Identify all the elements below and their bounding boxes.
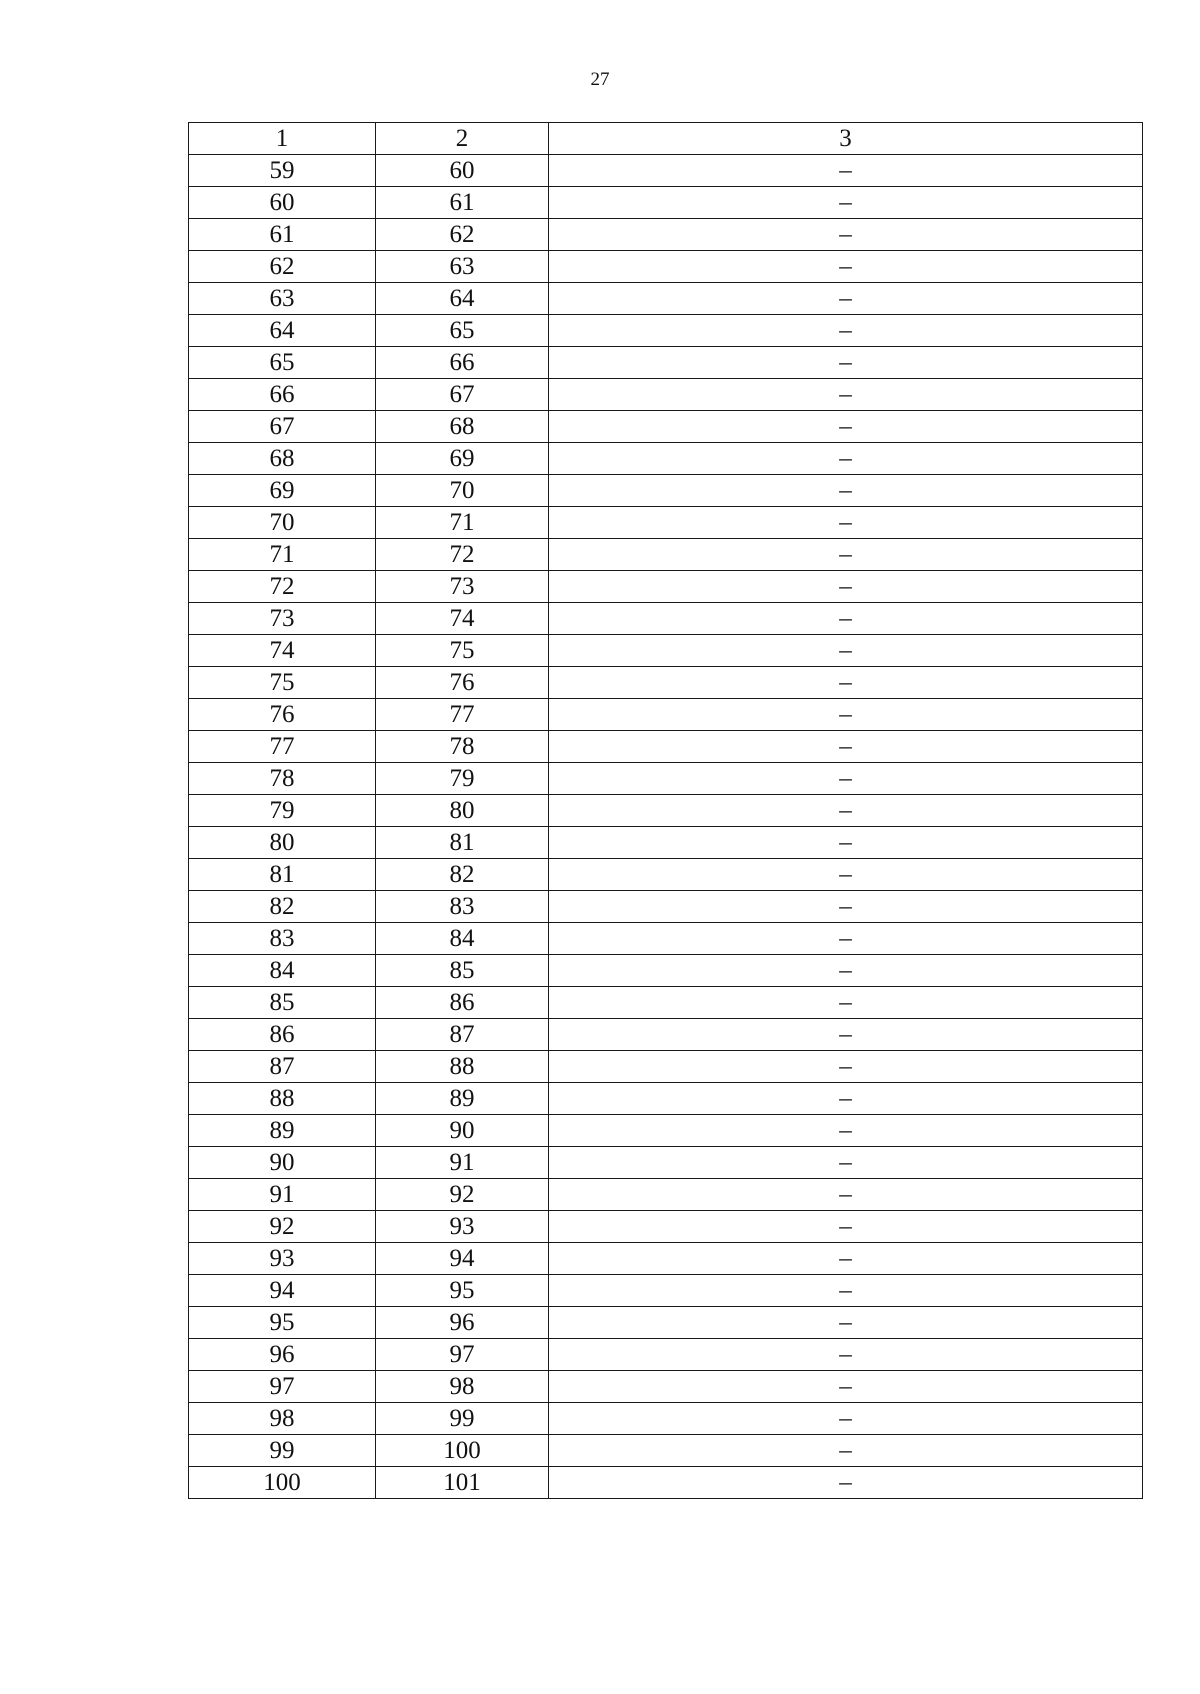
table-row	[189, 283, 1143, 315]
table-cell-col-1: 88	[189, 1083, 376, 1115]
table-cell-col-1: 67	[189, 411, 376, 443]
table-row	[189, 891, 1143, 923]
table-row	[189, 347, 1143, 379]
table-cell-col-3: –	[549, 507, 1143, 539]
table-cell-col-2: 78	[376, 731, 549, 763]
table-cell-col-2: 89	[376, 1083, 549, 1115]
table-cell-col-2: 75	[376, 635, 549, 667]
table-row	[189, 443, 1143, 475]
table-cell-col-1: 86	[189, 1019, 376, 1051]
table-cell-col-1: 87	[189, 1051, 376, 1083]
table-row	[189, 635, 1143, 667]
table-cell-col-1: 71	[189, 539, 376, 571]
table-row	[189, 859, 1143, 891]
table-header-row	[189, 123, 1143, 155]
table-cell-col-3: –	[549, 1051, 1143, 1083]
table-cell-col-2: 81	[376, 827, 549, 859]
table-row	[189, 1403, 1143, 1435]
table-row	[189, 1147, 1143, 1179]
table-cell-col-1: 76	[189, 699, 376, 731]
table-row	[189, 795, 1143, 827]
table-row	[189, 1179, 1143, 1211]
table-cell-col-2: 64	[376, 283, 549, 315]
table-row	[189, 219, 1143, 251]
table-row	[189, 731, 1143, 763]
table-cell-col-2: 86	[376, 987, 549, 1019]
table-cell-col-2: 62	[376, 219, 549, 251]
column-header-3: 3	[549, 123, 1143, 155]
table-cell-col-1: 69	[189, 475, 376, 507]
table-cell-col-1: 59	[189, 155, 376, 187]
table-cell-col-1: 63	[189, 283, 376, 315]
table-cell-col-2: 92	[376, 1179, 549, 1211]
table-cell-col-3: –	[549, 987, 1143, 1019]
table-row	[189, 1435, 1143, 1467]
table-cell-col-3: –	[549, 155, 1143, 187]
table-cell-col-1: 79	[189, 795, 376, 827]
table-cell-col-1: 95	[189, 1307, 376, 1339]
table-cell-col-3: –	[549, 1179, 1143, 1211]
table-cell-col-3: –	[549, 1275, 1143, 1307]
table-cell-col-2: 66	[376, 347, 549, 379]
table-row	[189, 379, 1143, 411]
table-cell-col-2: 65	[376, 315, 549, 347]
table-row	[189, 1051, 1143, 1083]
table-cell-col-1: 97	[189, 1371, 376, 1403]
column-header-2: 2	[376, 123, 549, 155]
table-cell-col-1: 98	[189, 1403, 376, 1435]
table-cell-col-3: –	[549, 1403, 1143, 1435]
table-cell-col-3: –	[549, 1339, 1143, 1371]
table-cell-col-2: 98	[376, 1371, 549, 1403]
table-cell-col-1: 93	[189, 1243, 376, 1275]
table-cell-col-1: 75	[189, 667, 376, 699]
table-row	[189, 763, 1143, 795]
data-table	[188, 122, 1143, 1499]
table-cell-col-3: –	[549, 347, 1143, 379]
table-cell-col-2: 99	[376, 1403, 549, 1435]
table-cell-col-2: 72	[376, 539, 549, 571]
table-row	[189, 603, 1143, 635]
table-cell-col-1: 77	[189, 731, 376, 763]
table-row	[189, 1243, 1143, 1275]
table-cell-col-2: 69	[376, 443, 549, 475]
table-cell-col-1: 99	[189, 1435, 376, 1467]
table-cell-col-1: 100	[189, 1467, 376, 1499]
table-row	[189, 155, 1143, 187]
table-cell-col-2: 74	[376, 603, 549, 635]
table-cell-col-1: 60	[189, 187, 376, 219]
table-row	[189, 1019, 1143, 1051]
table-cell-col-3: –	[549, 1083, 1143, 1115]
table-cell-col-2: 82	[376, 859, 549, 891]
table-row	[189, 475, 1143, 507]
table-cell-col-2: 67	[376, 379, 549, 411]
table-cell-col-1: 72	[189, 571, 376, 603]
table-cell-col-3: –	[549, 827, 1143, 859]
page-number: 27	[590, 69, 610, 90]
table-cell-col-1: 73	[189, 603, 376, 635]
table-cell-col-3: –	[549, 251, 1143, 283]
table-cell-col-2: 87	[376, 1019, 549, 1051]
table-cell-col-3: –	[549, 1243, 1143, 1275]
table-cell-col-2: 60	[376, 155, 549, 187]
table-cell-col-3: –	[549, 795, 1143, 827]
table-cell-col-2: 96	[376, 1307, 549, 1339]
table-row	[189, 987, 1143, 1019]
table-row	[189, 251, 1143, 283]
table-cell-col-1: 66	[189, 379, 376, 411]
table-cell-col-3: –	[549, 603, 1143, 635]
table-cell-col-1: 84	[189, 955, 376, 987]
table-cell-col-1: 96	[189, 1339, 376, 1371]
table-cell-col-2: 68	[376, 411, 549, 443]
table-cell-col-3: –	[549, 699, 1143, 731]
table-row	[189, 699, 1143, 731]
table-cell-col-1: 65	[189, 347, 376, 379]
table-cell-col-1: 61	[189, 219, 376, 251]
table-cell-col-3: –	[549, 891, 1143, 923]
table-cell-col-3: –	[549, 859, 1143, 891]
table-cell-col-3: –	[549, 1371, 1143, 1403]
table-cell-col-2: 85	[376, 955, 549, 987]
table-cell-col-3: –	[549, 1307, 1143, 1339]
table-cell-col-2: 97	[376, 1339, 549, 1371]
table-cell-col-1: 94	[189, 1275, 376, 1307]
table-cell-col-3: –	[549, 1115, 1143, 1147]
table-cell-col-3: –	[549, 219, 1143, 251]
table-cell-col-1: 81	[189, 859, 376, 891]
table-row	[189, 411, 1143, 443]
column-header-1: 1	[189, 123, 376, 155]
table-cell-col-1: 78	[189, 763, 376, 795]
table-cell-col-3: –	[549, 1467, 1143, 1499]
table-row	[189, 539, 1143, 571]
table-cell-col-1: 82	[189, 891, 376, 923]
table-row	[189, 955, 1143, 987]
table-cell-col-2: 71	[376, 507, 549, 539]
table-cell-col-2: 61	[376, 187, 549, 219]
table-cell-col-1: 64	[189, 315, 376, 347]
table-row	[189, 315, 1143, 347]
table-cell-col-2: 88	[376, 1051, 549, 1083]
table-cell-col-3: –	[549, 763, 1143, 795]
table-cell-col-2: 100	[376, 1435, 549, 1467]
table-cell-col-3: –	[549, 539, 1143, 571]
table-cell-col-2: 76	[376, 667, 549, 699]
table-cell-col-2: 63	[376, 251, 549, 283]
table-cell-col-3: –	[549, 187, 1143, 219]
table-body	[189, 155, 1143, 1499]
table-cell-col-2: 70	[376, 475, 549, 507]
table-row	[189, 187, 1143, 219]
table-cell-col-3: –	[549, 731, 1143, 763]
table-row	[189, 1307, 1143, 1339]
table-cell-col-2: 91	[376, 1147, 549, 1179]
table-cell-col-1: 80	[189, 827, 376, 859]
table-cell-col-3: –	[549, 635, 1143, 667]
table-cell-col-1: 85	[189, 987, 376, 1019]
table-row	[189, 571, 1143, 603]
table-row	[189, 507, 1143, 539]
table-cell-col-3: –	[549, 1147, 1143, 1179]
table-cell-col-3: –	[549, 571, 1143, 603]
table-cell-col-1: 91	[189, 1179, 376, 1211]
table-row	[189, 1115, 1143, 1147]
table-cell-col-3: –	[549, 1019, 1143, 1051]
table-row	[189, 1339, 1143, 1371]
table-cell-col-1: 92	[189, 1211, 376, 1243]
table-cell-col-1: 74	[189, 635, 376, 667]
table-cell-col-3: –	[549, 923, 1143, 955]
table-cell-col-2: 84	[376, 923, 549, 955]
table-cell-col-3: –	[549, 315, 1143, 347]
table-cell-col-1: 89	[189, 1115, 376, 1147]
table-cell-col-2: 79	[376, 763, 549, 795]
table-cell-col-2: 94	[376, 1243, 549, 1275]
table-cell-col-2: 95	[376, 1275, 549, 1307]
table-cell-col-2: 83	[376, 891, 549, 923]
table-cell-col-1: 68	[189, 443, 376, 475]
table-cell-col-3: –	[549, 379, 1143, 411]
table-row	[189, 827, 1143, 859]
table-row	[189, 1275, 1143, 1307]
table-cell-col-2: 77	[376, 699, 549, 731]
table-cell-col-1: 83	[189, 923, 376, 955]
table-cell-col-3: –	[549, 475, 1143, 507]
table-cell-col-3: –	[549, 667, 1143, 699]
table-row	[189, 667, 1143, 699]
table-cell-col-3: –	[549, 1435, 1143, 1467]
table-cell-col-3: –	[549, 443, 1143, 475]
table-cell-col-2: 73	[376, 571, 549, 603]
table-row	[189, 1083, 1143, 1115]
table-cell-col-3: –	[549, 411, 1143, 443]
table-cell-col-2: 101	[376, 1467, 549, 1499]
table-cell-col-1: 62	[189, 251, 376, 283]
table-cell-col-2: 90	[376, 1115, 549, 1147]
table-row	[189, 1211, 1143, 1243]
table-cell-col-1: 70	[189, 507, 376, 539]
table-row	[189, 1467, 1143, 1499]
table-row	[189, 923, 1143, 955]
table-cell-col-2: 80	[376, 795, 549, 827]
table-cell-col-1: 90	[189, 1147, 376, 1179]
table-cell-col-3: –	[549, 1211, 1143, 1243]
table-cell-col-3: –	[549, 283, 1143, 315]
table-cell-col-2: 93	[376, 1211, 549, 1243]
table-row	[189, 1371, 1143, 1403]
table-cell-col-3: –	[549, 955, 1143, 987]
